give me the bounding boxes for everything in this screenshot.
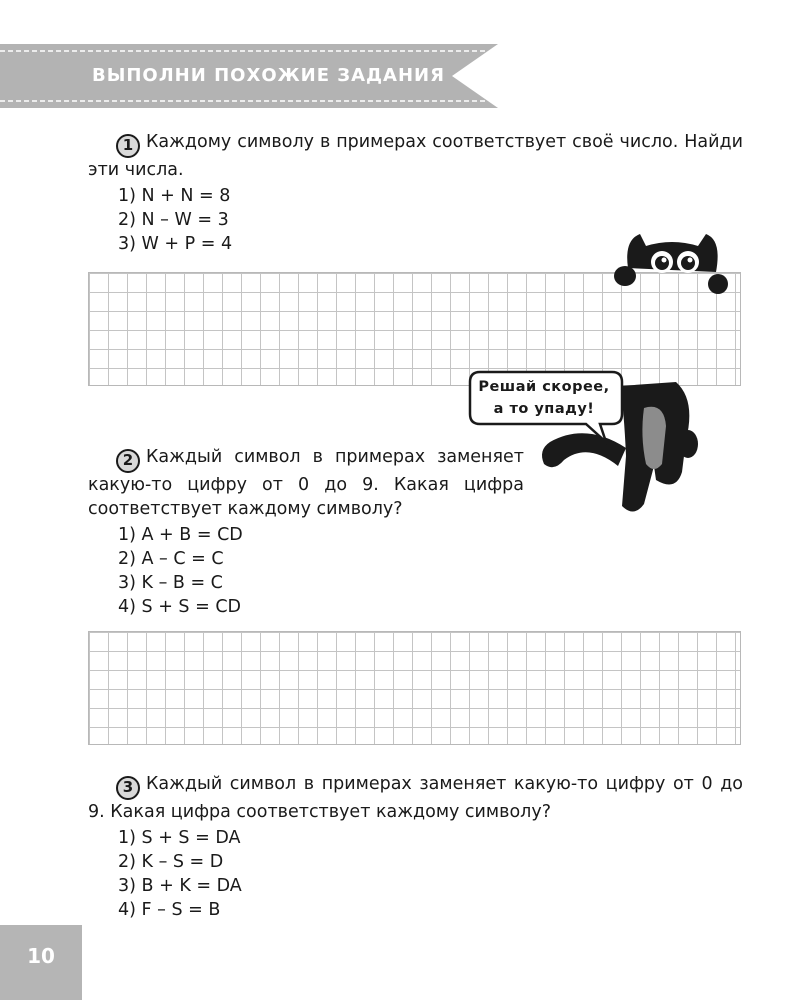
task-3-example-1: 1) S + S = DA (118, 828, 241, 848)
task-2-examples (88, 523, 524, 619)
task-3-statement (88, 772, 743, 824)
task-1-example-3: 3) W + P = 4 (118, 234, 233, 254)
section-title: ВЫПОЛНИ ПОХОЖИЕ ЗАДАНИЯ (92, 65, 445, 86)
task-1-example-1: 1) N + N = 8 (118, 186, 231, 206)
task-3-example-2: 2) K – S = D (118, 852, 224, 872)
task-2-text: Каждый символ в примерах заменяет какую-то цифру от 0 до 9. Какая цифра соответствует каждому символу? (88, 447, 524, 519)
task-2-example-4: 4) S + S = CD (118, 597, 242, 617)
task-3-example-4: 4) F – S = B (118, 900, 221, 920)
task-2 (88, 445, 524, 619)
task-3-example-3: 3) B + K = DA (118, 876, 242, 896)
task-2-example-1: 1) A + B = CD (118, 525, 243, 545)
task-2-example-2: 2) A – C = C (118, 549, 224, 569)
task-3-examples (88, 826, 743, 922)
speech-bubble-line-2: а то упаду! (493, 401, 595, 417)
task-1-number-badge: 1 (116, 134, 140, 158)
task-2-example-3: 3) K – B = C (118, 573, 223, 593)
task-2-statement (88, 445, 524, 521)
task-2-number-badge: 2 (116, 449, 140, 473)
task-1-text: Каждому символу в примерах соответствует своё число. Найди эти числа. (88, 132, 743, 180)
task-2-answer-grid[interactable] (88, 631, 741, 745)
task-3-text: Каждый символ в примерах заменяет какую-то цифру от 0 до 9. Какая цифра соответствует каждому символу? (88, 774, 743, 822)
task-3-number-badge: 3 (116, 776, 140, 800)
cat-peeking-illustration (610, 228, 735, 298)
task-1-statement (88, 130, 743, 182)
task-3 (88, 772, 743, 922)
speech-bubble-text (474, 376, 614, 420)
task-1-example-2: 2) N – W = 3 (118, 210, 229, 230)
page-number: 10 (27, 944, 55, 968)
speech-bubble-line-1: Решай скорее, (478, 379, 610, 395)
